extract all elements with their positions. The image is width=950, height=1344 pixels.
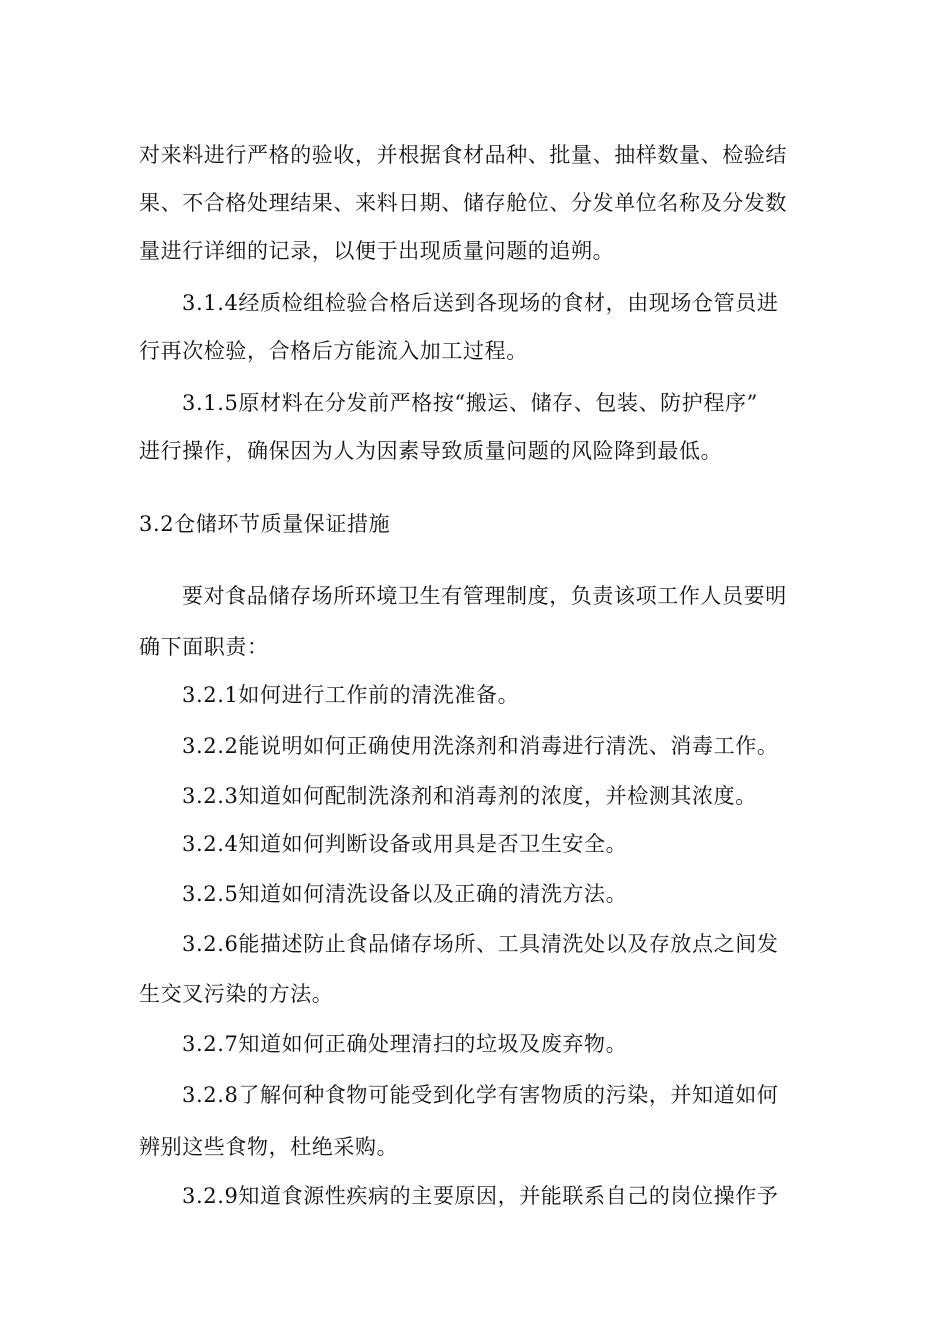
list-item: 3.2.6能描述防止食品储存场所、工具清洗处以及存放点之间发 [182, 932, 779, 956]
text-line: 3.1.4经质检组检验合格后送到各现场的食材，由现场仓管员进 [182, 291, 779, 315]
list-item: 3.2.7知道如何正确处理清扫的垃圾及废弃物。 [182, 1032, 628, 1056]
list-item: 3.2.2能说明如何正确使用洗涤剂和消毒进行清洗、消毒工作。 [182, 734, 779, 758]
list-item: 3.2.1如何进行工作前的清洗准备。 [182, 683, 520, 707]
text-line: 进行操作，确保因为人为因素导致质量问题的风险降到最低。 [139, 439, 723, 463]
list-item: 3.2.9知道食源性疾病的主要原因，并能联系自己的岗位操作予 [182, 1184, 779, 1208]
text-line: 生交叉污染的方法。 [139, 982, 334, 1006]
list-item: 3.2.5知道如何清洗设备以及正确的清洗方法。 [182, 882, 628, 906]
section-heading: 3.2仓储环节质量保证措施 [139, 512, 391, 536]
text-line: 量进行详细的记录，以便于出现质量问题的追朔。 [139, 239, 615, 263]
text-line: 对来料进行严格的验收，并根据食材品种、批量、抽样数量、检验结 [139, 143, 787, 167]
text-line: 要对食品储存场所环境卫生有管理制度，负责该项工作人员要明 [182, 584, 787, 608]
list-item: 3.2.3知道如何配制洗涤剂和消毒剂的浓度，并检测其浓度。 [182, 784, 757, 808]
text-line: 辨别这些食物，杜绝采购。 [139, 1135, 399, 1159]
list-item: 3.2.4知道如何判断设备或用具是否卫生安全。 [182, 832, 628, 856]
text-line: 3.1.5原材料在分发前严格按“搬运、储存、包装、防护程序” [182, 391, 758, 415]
text-line: 果、不合格处理结果、来料日期、储存舱位、分发单位名称及分发数 [139, 191, 787, 215]
text-line: 行再次检验，合格后方能流入加工过程。 [139, 339, 528, 363]
list-item: 3.2.8了解何种食物可能受到化学有害物质的污染，并知道如何 [182, 1083, 779, 1107]
text-line: 确下面职责： [139, 635, 269, 659]
